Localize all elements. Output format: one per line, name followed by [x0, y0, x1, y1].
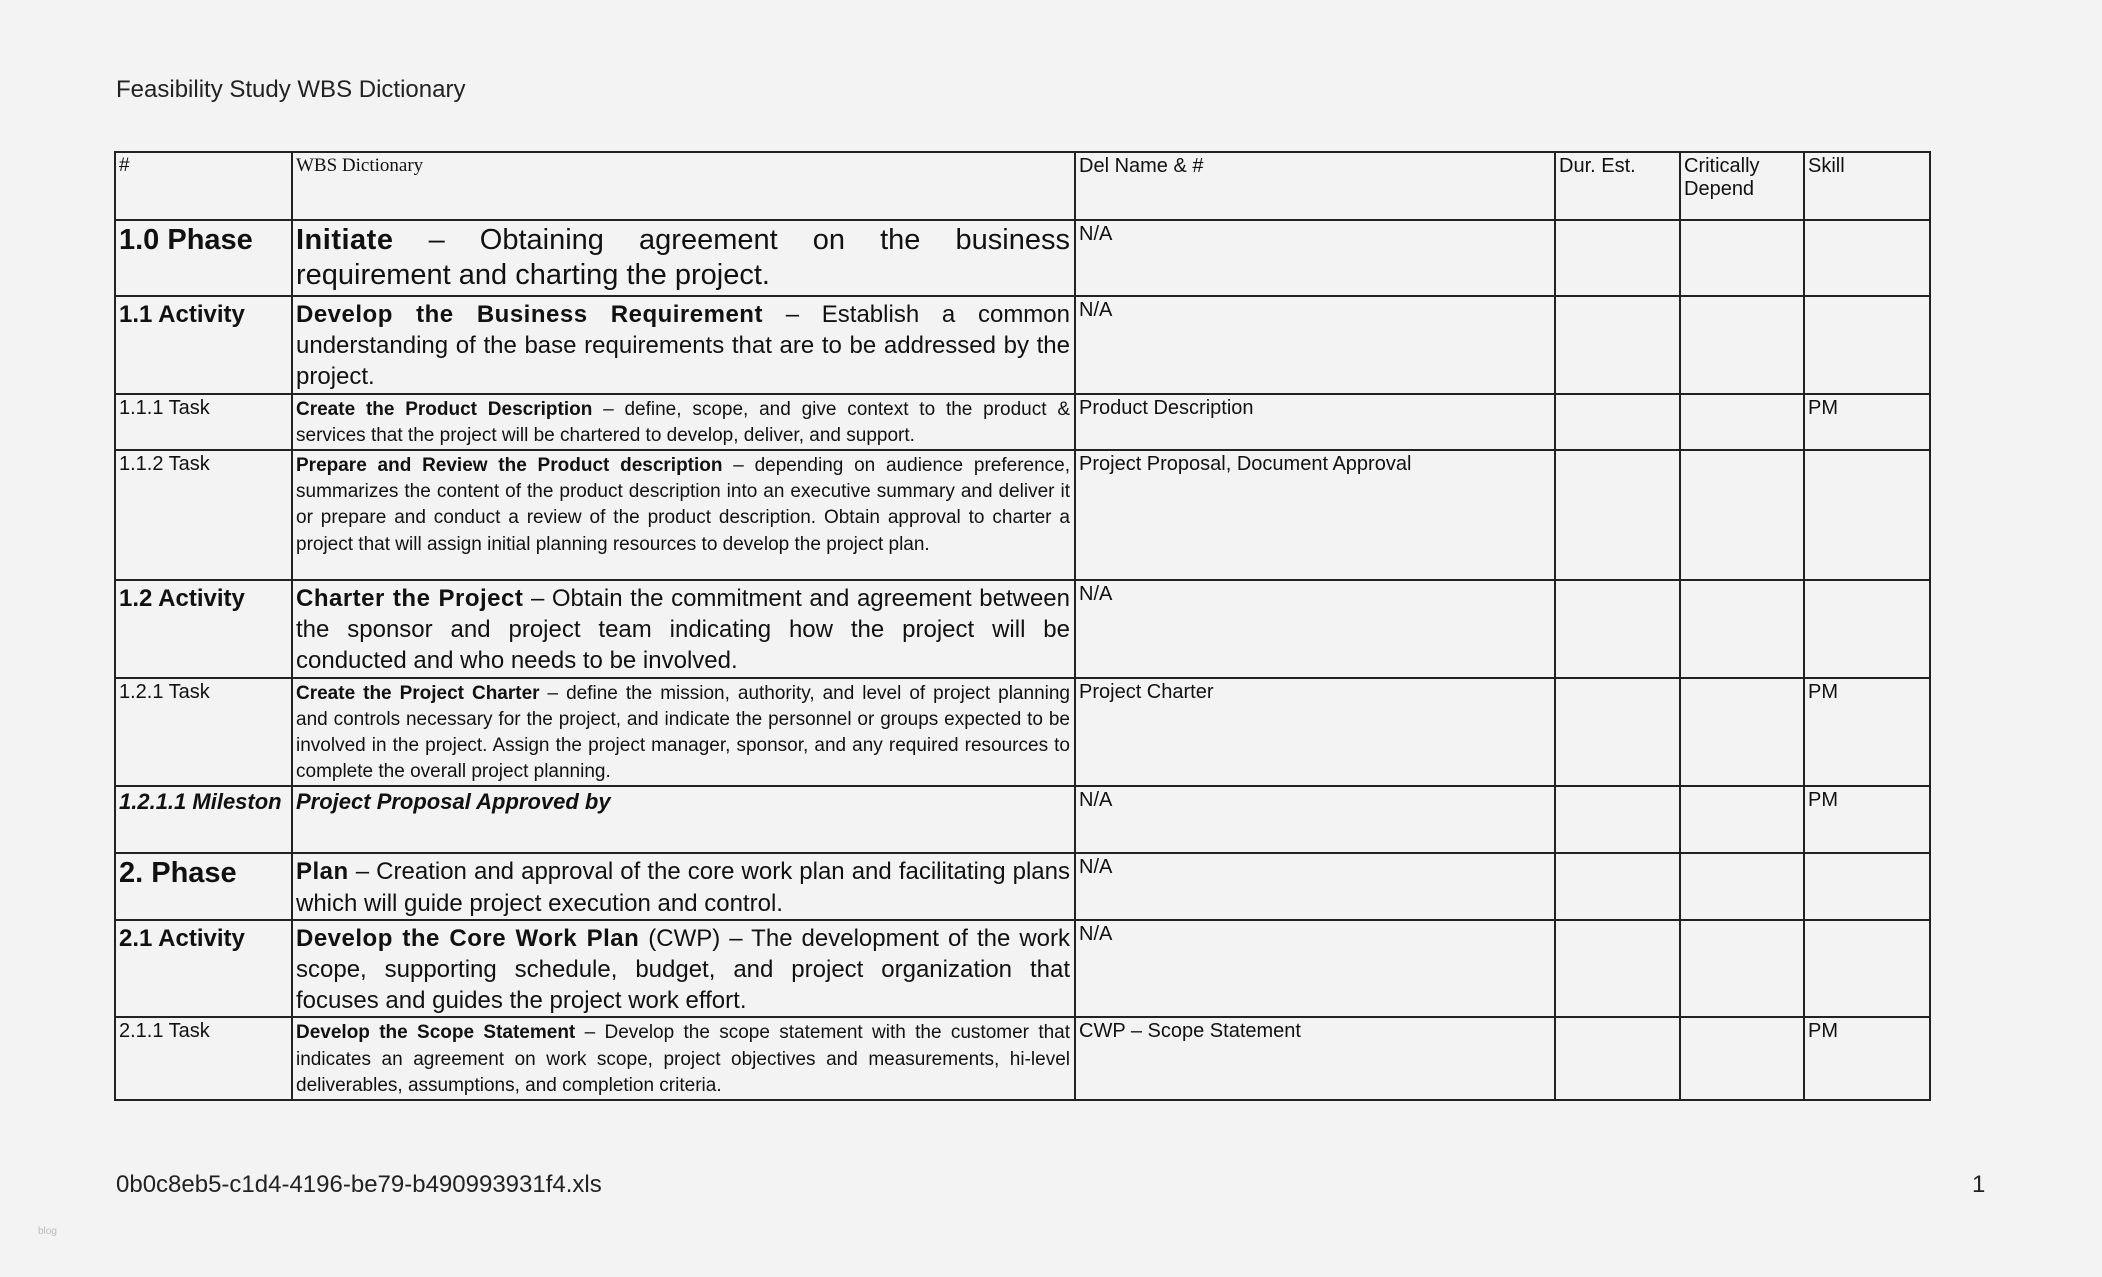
row-critically-depend: [1680, 296, 1804, 394]
header-row: [115, 152, 1930, 220]
row-desc-text: – define, scope, and give context to the product & services that the project will be chartered to develop, deliver, and support.: [296, 398, 1070, 446]
row-number: 1.2 Activity: [115, 580, 292, 678]
row-description: [292, 1017, 1075, 1100]
footer-filename: 0b0c8eb5-c1d4-4196-be79-b490993931f4.xls: [116, 1171, 602, 1198]
row-term: Develop the Scope Statement: [296, 1022, 576, 1044]
table-row: [115, 450, 1930, 580]
header-critically-depend: Critically Depend: [1680, 152, 1804, 220]
header-number: #: [115, 152, 292, 220]
row-del-name: Product Description: [1075, 394, 1555, 450]
row-description: [292, 786, 1075, 853]
row-description: [292, 296, 1075, 394]
row-term: Develop the Core Work Plan: [296, 924, 640, 952]
row-skill: [1804, 920, 1930, 1018]
header-wbs-dictionary: WBS Dictionary: [292, 152, 1075, 220]
row-desc-text: (CWP) – The development of the work scope, supporting schedule, budget, and project organization that focuses and guides the project work effort.: [296, 924, 1071, 1015]
header-skill: Skill: [1804, 152, 1930, 220]
row-description: [292, 450, 1075, 580]
row-critically-depend: [1680, 678, 1804, 787]
row-term: Create the Product Description: [296, 398, 593, 420]
row-del-name: N/A: [1075, 220, 1555, 296]
row-number: 1.1.1 Task: [115, 394, 292, 450]
row-critically-depend: [1680, 580, 1804, 678]
table-row: [115, 1017, 1930, 1100]
row-description: [292, 920, 1075, 1018]
row-del-name: N/A: [1075, 920, 1555, 1018]
row-del-name: N/A: [1075, 580, 1555, 678]
table-row: [115, 220, 1930, 296]
row-del-name: CWP – Scope Statement: [1075, 1017, 1555, 1100]
table-row: [115, 920, 1930, 1018]
row-desc-text: – depending on audience preference, summarizes the content of the product description into an executive summary and deliver it or prepare and conduct a review of the product description. Obtain approval to charter a project that will assign initial planning resources to develop the project plan.: [296, 455, 1071, 555]
footer-page-number: 1: [1972, 1171, 1986, 1198]
row-desc-text: – Develop the scope statement with the customer that indicates an agreement on work scope, project objectives and measurements, hi-level deliverables, assumptions, and completion criteria.: [296, 1022, 1071, 1096]
table-row: [115, 296, 1930, 394]
row-del-name: Project Charter: [1075, 678, 1555, 787]
row-term: Initiate: [296, 224, 394, 256]
row-skill: [1804, 220, 1930, 296]
row-number: 1.0 Phase: [115, 220, 292, 296]
row-description: [292, 678, 1075, 787]
header-del-name: Del Name & #: [1075, 152, 1555, 220]
row-critically-depend: [1680, 220, 1804, 296]
row-skill: PM: [1804, 1017, 1930, 1100]
row-skill: PM: [1804, 394, 1930, 450]
row-term: Project Proposal Approved by: [296, 789, 611, 815]
row-number: 2.1 Activity: [115, 920, 292, 1018]
row-del-name: N/A: [1075, 786, 1555, 853]
row-del-name: Project Proposal, Document Approval: [1075, 450, 1555, 580]
row-term: Develop the Business Requirement: [296, 301, 763, 328]
row-skill: [1804, 853, 1930, 919]
row-dur-est: [1555, 853, 1680, 919]
document-title: Feasibility Study WBS Dictionary: [116, 76, 466, 103]
row-number: 1.2.1 Task: [115, 678, 292, 787]
row-dur-est: [1555, 1017, 1680, 1100]
row-term: Create the Project Charter: [296, 682, 540, 704]
row-desc-text: – Establish a common understanding of the base requirements that are to be addressed by the project.: [296, 301, 1070, 391]
row-critically-depend: [1680, 394, 1804, 450]
row-dur-est: [1555, 296, 1680, 394]
row-description: [292, 220, 1075, 296]
row-skill: [1804, 450, 1930, 580]
row-dur-est: [1555, 920, 1680, 1018]
row-critically-depend: [1680, 450, 1804, 580]
row-skill: [1804, 580, 1930, 678]
row-critically-depend: [1680, 920, 1804, 1018]
row-skill: PM: [1804, 786, 1930, 853]
row-critically-depend: [1680, 786, 1804, 853]
row-critically-depend: [1680, 853, 1804, 919]
row-dur-est: [1555, 678, 1680, 787]
row-term: Charter the Project: [296, 585, 524, 612]
row-number: 2. Phase: [115, 853, 292, 919]
row-del-name: N/A: [1075, 853, 1555, 919]
row-dur-est: [1555, 786, 1680, 853]
row-term: Plan: [296, 858, 349, 886]
row-dur-est: [1555, 580, 1680, 678]
row-description: [292, 853, 1075, 919]
header-dur-est: Dur. Est.: [1555, 152, 1680, 220]
watermark-text: blog: [38, 1226, 57, 1237]
table-row: [115, 853, 1930, 919]
row-del-name: N/A: [1075, 296, 1555, 394]
row-skill: PM: [1804, 678, 1930, 787]
row-number: 2.1.1 Task: [115, 1017, 292, 1100]
wbs-dictionary-table: [114, 151, 1931, 1101]
row-desc-text: – Obtaining agreement on the business requirement and charting the project.: [296, 224, 1070, 291]
table-row: [115, 580, 1930, 678]
row-dur-est: [1555, 394, 1680, 450]
table-row: [115, 786, 1930, 853]
row-critically-depend: [1680, 1017, 1804, 1100]
row-number: 1.1 Activity: [115, 296, 292, 394]
row-number: 1.2.1.1 Mileston: [115, 786, 292, 853]
row-description: [292, 394, 1075, 450]
row-description: [292, 580, 1075, 678]
row-number: 1.1.2 Task: [115, 450, 292, 580]
row-desc-text: – Obtain the commitment and agreement between the sponsor and project team indicating how the project will be conducted and who needs to be involved.: [296, 585, 1070, 675]
row-desc-text: – define the mission, authority, and level of project planning and controls necessary for the project, and indicate the personnel or groups expected to be involved in the project. Assign the project manager, sponsor, and any required resources to complete the overall project planning.: [296, 682, 1070, 783]
row-desc-text: – Creation and approval of the core work plan and facilitating plans which will guide project execution and control.: [296, 858, 1070, 917]
row-dur-est: [1555, 450, 1680, 580]
table-row: [115, 678, 1930, 787]
row-dur-est: [1555, 220, 1680, 296]
table-row: [115, 394, 1930, 450]
row-skill: [1804, 296, 1930, 394]
row-term: Prepare and Review the Product description: [296, 455, 723, 476]
